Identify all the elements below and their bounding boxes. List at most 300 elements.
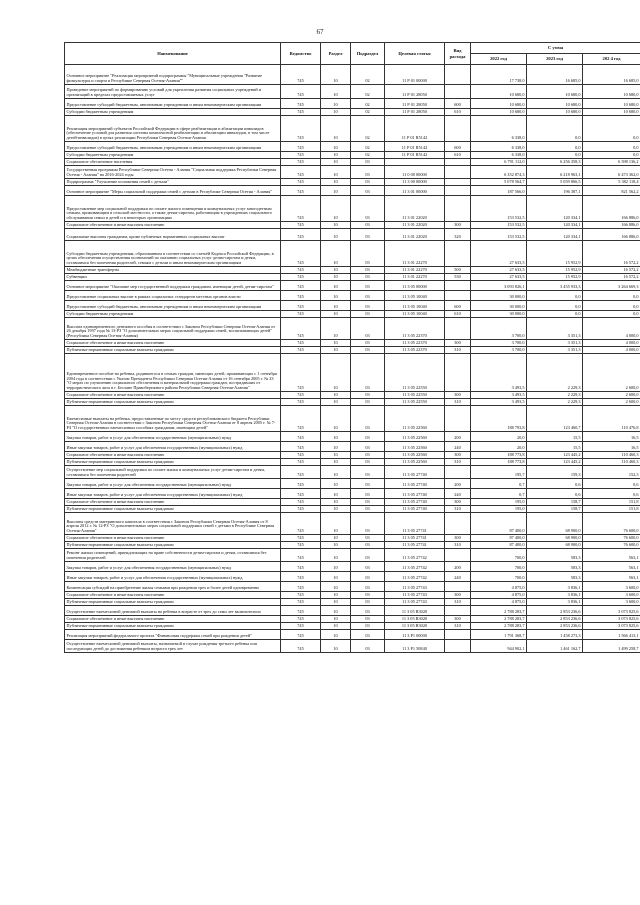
cell-ministry: 745 xyxy=(281,599,321,606)
cell-section: 10 xyxy=(321,562,351,572)
cell-expense-type xyxy=(445,513,471,535)
cell-ministry: 745 xyxy=(281,606,321,616)
cell-name: Основное мероприятие "Оказание мер государственной поддержки гражданам, имеющим детей, детям-сиротам" xyxy=(65,281,281,291)
cell-2022: 4 875,0 xyxy=(471,592,527,599)
cell-name: Выплаты средств материнского капитала в соответствии с Законом Республики Северная Осетия-Алания от 8 апреля 2012 г. № 12-РЗ "О дополнительных мерах социальной поддержки семей с детьми в Республике Северная Осетия-Алания" xyxy=(65,513,281,535)
cell-2024: 151,8 xyxy=(583,499,640,506)
cell-2023: 0,6 xyxy=(527,489,583,499)
cell-2024: 0,0 xyxy=(583,152,640,159)
cell-ministry: 745 xyxy=(281,459,321,466)
cell-target-article: 11 3 05 27742 xyxy=(385,572,445,582)
cell-2023: 5 059 866,5 xyxy=(527,179,583,186)
header-ministry: Ведомство xyxy=(281,43,321,65)
cell-2024: 4 000,0 xyxy=(583,347,640,354)
cell-2024: 2 600,0 xyxy=(583,392,640,399)
cell-2024: 2 600,0 xyxy=(583,399,640,406)
cell-section: 10 xyxy=(321,499,351,506)
table-row xyxy=(65,222,640,229)
cell-expense-type: 300 xyxy=(445,616,471,623)
cell-2024: 0,0 xyxy=(583,291,640,301)
cell-subsection: 03 xyxy=(351,606,385,616)
cell-target-article: 11 3 05 10040 xyxy=(385,301,445,311)
cell-section: 10 xyxy=(321,274,351,281)
cell-name: Публичные нормативные социальные выплаты гражданам xyxy=(65,542,281,549)
cell-subsection: 03 xyxy=(351,592,385,599)
cell-target-article: 11 3 05 22560 xyxy=(385,432,445,442)
cell-subsection: 02 xyxy=(351,142,385,152)
cell-expense-type xyxy=(445,159,471,166)
cell-target-article: 11 3 00 00000 xyxy=(385,179,445,186)
cell-target-article: 11 3 05 27742 xyxy=(385,562,445,572)
cell-2024: 4 000,0 xyxy=(583,340,640,347)
cell-subsection: 03 xyxy=(351,291,385,301)
cell-2023: 2 853 236,6 xyxy=(527,623,583,630)
cell-section: 10 xyxy=(321,109,351,116)
cell-2022: 6 791 112,0 xyxy=(471,159,527,166)
cell-target-article: 11 3 05 27740 xyxy=(385,506,445,513)
cell-expense-type xyxy=(445,630,471,640)
cell-2023: 123 460,7 xyxy=(527,406,583,432)
cell-2022: 944 902,1 xyxy=(471,640,527,653)
cell-target-article: 11 3 05 22370 xyxy=(385,347,445,354)
cell-2024: 10 680,0 xyxy=(583,85,640,99)
table-row xyxy=(65,152,640,159)
cell-subsection: 03 xyxy=(351,459,385,466)
cell-ministry: 745 xyxy=(281,179,321,186)
cell-target-article: 11 3 05 27741 xyxy=(385,535,445,542)
cell-target-article: 11 3 01 00000 xyxy=(385,186,445,196)
cell-subsection: 03 xyxy=(351,267,385,274)
cell-2024: 5 382 118,4 xyxy=(583,179,640,186)
cell-2023: 10 680,0 xyxy=(527,85,583,99)
cell-expense-type: 310 xyxy=(445,399,471,406)
cell-2024: 6 398 136,2 xyxy=(583,159,640,166)
cell-expense-type xyxy=(445,406,471,432)
cell-2024: 16 685,0 xyxy=(583,65,640,85)
cell-subsection: 02 xyxy=(351,99,385,109)
table-row xyxy=(65,159,640,166)
table-row xyxy=(65,506,640,513)
table-row xyxy=(65,340,640,347)
cell-name: Социальное обеспечение и иные выплаты населению xyxy=(65,452,281,459)
cell-target-article: 11 3 Р1 50840 xyxy=(385,640,445,653)
cell-target-article: 11 3 05 R3020 xyxy=(385,623,445,630)
cell-name: Проведение мероприятий по формированию условий для укрепления развития социальных учреждений и организаций в пределах предоставляемых услуг xyxy=(65,85,281,99)
cell-name: Социальное обеспечение и иные выплаты населению xyxy=(65,222,281,229)
cell-2023: 583,3 xyxy=(527,562,583,572)
cell-section: 10 xyxy=(321,85,351,99)
cell-section: 10 xyxy=(321,630,351,640)
header-target-article: Целевая статья xyxy=(385,43,445,65)
cell-ministry: 745 xyxy=(281,222,321,229)
cell-subsection: 03 xyxy=(351,318,385,340)
cell-2022: 700,0 xyxy=(471,562,527,572)
cell-2022: 153 532,5 xyxy=(471,196,527,222)
table-row xyxy=(65,535,640,542)
table-row xyxy=(65,99,640,109)
cell-subsection: 03 xyxy=(351,347,385,354)
cell-section: 10 xyxy=(321,599,351,606)
cell-target-article: 11 3 05 22370 xyxy=(385,340,445,347)
header-section: Раздел xyxy=(321,43,351,65)
cell-expense-type: 310 xyxy=(445,623,471,630)
cell-2023: 2 853 236,6 xyxy=(527,606,583,616)
cell-target-article: 11 3 01 22020 xyxy=(385,229,445,241)
cell-2022: 87 400,0 xyxy=(471,513,527,535)
cell-name: Межбюджетные трансферты xyxy=(65,267,281,274)
cell-target-article: 11 3 05 27740 xyxy=(385,479,445,489)
table-row xyxy=(65,392,640,399)
cell-2023: 0,0 xyxy=(527,311,583,318)
cell-name: Закупка товаров, работ и услуг для обеспечения государственных (муниципальных) нужд xyxy=(65,562,281,572)
cell-2022: 3 093 826,1 xyxy=(471,281,527,291)
cell-2024: 76 600,0 xyxy=(583,542,640,549)
cell-section: 10 xyxy=(321,159,351,166)
table-row xyxy=(65,599,640,606)
cell-2022: 87 400,0 xyxy=(471,535,527,542)
cell-subsection: 03 xyxy=(351,640,385,653)
cell-subsection: 03 xyxy=(351,241,385,267)
cell-expense-type xyxy=(445,318,471,340)
cell-section: 10 xyxy=(321,152,351,159)
cell-expense-type: 240 xyxy=(445,572,471,582)
cell-subsection: 03 xyxy=(351,301,385,311)
cell-ministry: 745 xyxy=(281,281,321,291)
cell-2024: 3 600,0 xyxy=(583,582,640,592)
cell-ministry: 745 xyxy=(281,535,321,542)
table-row xyxy=(65,452,640,459)
cell-name: Социальное обеспечение и иные выплаты населению xyxy=(65,499,281,506)
cell-name: Публичные нормативные социальные выплаты гражданам xyxy=(65,399,281,406)
cell-name: Единовременное пособие на ребенка, родившегося в семьях граждан, имеющих детей, проживающих с 1 сентября 2004 года в соответствии с Указом Президента Республики Северная Осетия-Алания от 16 сентября 2005 г. № 23 "О мерах по улучшению социального обеспечения и материальной поддержки граждан, пострадавших от террористического акта в г. Беслане Правобережного района Республики Северная Осетия-Алания" xyxy=(65,354,281,392)
cell-ministry: 745 xyxy=(281,466,321,479)
cell-expense-type xyxy=(445,281,471,291)
cell-ministry: 745 xyxy=(281,630,321,640)
cell-name: Социальное обеспечение населения xyxy=(65,159,281,166)
cell-2023: 6 218 963,1 xyxy=(527,166,583,179)
table-row xyxy=(65,442,640,452)
cell-ministry: 745 xyxy=(281,452,321,459)
cell-ministry: 745 xyxy=(281,442,321,452)
cell-2022: 195,7 xyxy=(471,466,527,479)
cell-expense-type: 600 xyxy=(445,301,471,311)
cell-2022: 30 000,0 xyxy=(471,291,527,301)
cell-expense-type: 500 xyxy=(445,267,471,274)
cell-section: 10 xyxy=(321,318,351,340)
cell-2022: 27 633,5 xyxy=(471,241,527,267)
cell-target-article: 11 Р 01 R5142 xyxy=(385,152,445,159)
cell-2022: 6 338,0 xyxy=(471,152,527,159)
cell-subsection: 03 xyxy=(351,222,385,229)
cell-2024: 16 572,2 xyxy=(583,241,640,267)
cell-2022: 195,0 xyxy=(471,506,527,513)
cell-name: Реализация мероприятий федерального проекта "Финансовая поддержка семей при рождении детей" xyxy=(65,630,281,640)
table-row xyxy=(65,499,640,506)
cell-subsection: 02 xyxy=(351,109,385,116)
cell-2024: 1 566 413,1 xyxy=(583,630,640,640)
cell-expense-type: 300 xyxy=(445,452,471,459)
cell-name: Ежемесячные выплаты на ребенка, предоставленные по месту средств республиканского бюджета Республики Северная Осетия-Алания в соответствии с Законом Республики Северная Осетия-Алания от 8 апреля 2005 г. № 7-РЗ "О государственных ежемесячных пособиях гражданам, имеющим детей" xyxy=(65,406,281,432)
cell-name: Иные закупки товаров, работ и услуг для обеспечения государственных (муниципальных) нужд xyxy=(65,572,281,582)
cell-target-article: 11 3 05 27743 xyxy=(385,582,445,592)
table-row xyxy=(65,281,640,291)
cell-target-article: 11 3 05 R3020 xyxy=(385,606,445,616)
cell-ministry: 745 xyxy=(281,85,321,99)
cell-2022: 3 700,0 xyxy=(471,318,527,340)
cell-section: 10 xyxy=(321,166,351,179)
cell-2023: 158,7 xyxy=(527,506,583,513)
table-row xyxy=(65,592,640,599)
cell-2022: 2 788 283,7 xyxy=(471,623,527,630)
cell-name: Основное мероприятие "Меры социальной поддержки семей с детьми в Республике Северная Осетия - Алания" xyxy=(65,186,281,196)
cell-name: Публичные нормативные социальные выплаты гражданам xyxy=(65,347,281,354)
cell-section: 10 xyxy=(321,513,351,535)
cell-expense-type: 530 xyxy=(445,274,471,281)
table-row xyxy=(65,311,640,318)
cell-target-article: 11 Р 01 R5142 xyxy=(385,116,445,142)
header-amount: С умма xyxy=(471,43,640,54)
cell-expense-type xyxy=(445,606,471,616)
cell-2024: 1 499 258,7 xyxy=(583,640,640,653)
cell-section: 10 xyxy=(321,549,351,562)
cell-expense-type: 300 xyxy=(445,222,471,229)
cell-ministry: 745 xyxy=(281,499,321,506)
cell-subsection: 03 xyxy=(351,186,385,196)
cell-section: 10 xyxy=(321,267,351,274)
cell-2022: 3 493,5 xyxy=(471,392,527,399)
cell-2023: 0,0 xyxy=(527,142,583,152)
cell-2023: 1 461 162,7 xyxy=(527,640,583,653)
cell-target-article: 11 3 Р1 00000 xyxy=(385,630,445,640)
cell-expense-type xyxy=(445,549,471,562)
table-row xyxy=(65,179,640,186)
cell-2023: 0,0 xyxy=(527,116,583,142)
cell-section: 10 xyxy=(321,340,351,347)
cell-ministry: 745 xyxy=(281,301,321,311)
cell-name: Предоставление социальных выплат в рамках социальных стандартов местных органов власти xyxy=(65,291,281,301)
cell-ministry: 745 xyxy=(281,229,321,241)
cell-subsection: 03 xyxy=(351,582,385,592)
cell-2022: 6 338,0 xyxy=(471,142,527,152)
cell-2023: 120 334,1 xyxy=(527,222,583,229)
cell-2023: 15 952,9 xyxy=(527,267,583,274)
cell-target-article: 11 3 05 27743 xyxy=(385,599,445,606)
cell-section: 10 xyxy=(321,347,351,354)
table-row xyxy=(65,301,640,311)
cell-name: Социальное обеспечение и иные выплаты населению xyxy=(65,392,281,399)
cell-2024: 3 600,0 xyxy=(583,599,640,606)
cell-target-article: 11 Р 01 28050 xyxy=(385,109,445,116)
cell-expense-type xyxy=(445,166,471,179)
cell-name: Подпрограмма "Улучшение положения семей с детьми" xyxy=(65,179,281,186)
cell-2022: 1 791 368,7 xyxy=(471,630,527,640)
cell-target-article: 11 Р 01 28050 xyxy=(385,99,445,109)
table-row xyxy=(65,406,640,432)
cell-name: Публичные нормативные социальные выплаты гражданам xyxy=(65,599,281,606)
cell-2022: 2 788 283,7 xyxy=(471,606,527,616)
cell-2024: 110 476,8 xyxy=(583,406,640,432)
cell-ministry: 745 xyxy=(281,65,321,85)
cell-expense-type: 300 xyxy=(445,592,471,599)
cell-target-article: 11 3 05 10040 xyxy=(385,291,445,301)
cell-2024: 110 460,3 xyxy=(583,452,640,459)
cell-expense-type: 300 xyxy=(445,499,471,506)
cell-ministry: 745 xyxy=(281,196,321,222)
cell-expense-type: 200 xyxy=(445,479,471,489)
cell-2023: 16 685,0 xyxy=(527,65,583,85)
cell-2024: 152,3 xyxy=(583,466,640,479)
cell-name: Реализация мероприятий субъектов Российской Федерации в сфере реабилитации и абилитации инвалидов (обеспечение условий для развития системы комплексной реабилитации и абилитации инвалидов, в том числе детей-инвалидов) в целях реализации Республики Северная Осетия-Алания xyxy=(65,116,281,142)
cell-expense-type xyxy=(445,291,471,301)
cell-subsection: 03 xyxy=(351,506,385,513)
cell-2022: 10 680,0 xyxy=(471,85,527,99)
cell-2024: 4 000,0 xyxy=(583,318,640,340)
cell-ministry: 745 xyxy=(281,432,321,442)
cell-2022: 87 400,0 xyxy=(471,542,527,549)
cell-subsection: 03 xyxy=(351,196,385,222)
cell-2024: 16 572,2 xyxy=(583,274,640,281)
cell-2024: 563,1 xyxy=(583,562,640,572)
cell-2022: 3 493,5 xyxy=(471,354,527,392)
cell-2023: 196 387,1 xyxy=(527,186,583,196)
cell-expense-type: 240 xyxy=(445,489,471,499)
cell-ministry: 745 xyxy=(281,291,321,301)
cell-2024: 151,8 xyxy=(583,506,640,513)
cell-name: Ремонт жилых помещений, принадлежащих на праве собственности детям-сиротам и детям, оставшимся без попечения родителей xyxy=(65,549,281,562)
cell-2023: 2 229,3 xyxy=(527,392,583,399)
cell-2023: 0,0 xyxy=(527,291,583,301)
cell-ministry: 745 xyxy=(281,479,321,489)
cell-2023: 68 900,0 xyxy=(527,542,583,549)
cell-subsection: 03 xyxy=(351,340,385,347)
cell-ministry: 745 xyxy=(281,542,321,549)
table-row xyxy=(65,549,640,562)
cell-2022: 10 680,0 xyxy=(471,99,527,109)
cell-2023: 583,3 xyxy=(527,572,583,582)
cell-name: Основное мероприятие "Реализация мероприятий подпрограммы "Муниципальные учреждения "Развитие физкультуры и спорта в Республике Северная Осетия-Алания"" xyxy=(65,65,281,85)
cell-expense-type xyxy=(445,466,471,479)
cell-2022: 5 078 564,7 xyxy=(471,179,527,186)
cell-ministry: 745 xyxy=(281,116,321,142)
cell-2024: 10 680,0 xyxy=(583,109,640,116)
cell-2023: 583,3 xyxy=(527,549,583,562)
cell-ministry: 745 xyxy=(281,241,321,267)
cell-2024: 110 460,3 xyxy=(583,459,640,466)
cell-ministry: 745 xyxy=(281,186,321,196)
table-row xyxy=(65,562,640,572)
cell-target-article: 11 3 05 R3020 xyxy=(385,616,445,623)
cell-2023: 3 455 933,3 xyxy=(527,281,583,291)
cell-2024: 3 600,0 xyxy=(583,592,640,599)
cell-section: 10 xyxy=(321,179,351,186)
cell-expense-type: 600 xyxy=(445,99,471,109)
cell-target-article: 11 3 05 22550 xyxy=(385,399,445,406)
cell-name: Публичные нормативные социальные выплаты гражданам xyxy=(65,623,281,630)
cell-expense-type: 310 xyxy=(445,506,471,513)
cell-2023: 68 900,0 xyxy=(527,513,583,535)
cell-subsection: 03 xyxy=(351,166,385,179)
table-row xyxy=(65,432,640,442)
table-row xyxy=(65,489,640,499)
table-row xyxy=(65,466,640,479)
cell-name: Предоставление мер социальной поддержки по оплате жилого помещения и коммунальных услуг многодетным семьям, проживающим в сельской местности, а также детям-сиротам, работающим в учреждениях социального обслуживания семьи и детей и в некоторых организациях xyxy=(65,196,281,222)
cell-expense-type xyxy=(445,640,471,653)
cell-ministry: 745 xyxy=(281,159,321,166)
cell-target-article: 11 3 05 22560 xyxy=(385,406,445,432)
cell-ministry: 745 xyxy=(281,340,321,347)
cell-subsection: 03 xyxy=(351,630,385,640)
cell-2024: 3 073 825,6 xyxy=(583,616,640,623)
cell-target-article: 11 Р 01 28050 xyxy=(385,85,445,99)
cell-2024: 10 680,0 xyxy=(583,99,640,109)
cell-name: Закупка товаров, работ и услуг для обеспечения государственных (муниципальных) нужд xyxy=(65,479,281,489)
cell-2024: 166 886,0 xyxy=(583,222,640,229)
cell-ministry: 745 xyxy=(281,582,321,592)
cell-2024: 6 473 362,0 xyxy=(583,166,640,179)
cell-2024: 16,5 xyxy=(583,442,640,452)
cell-2022: 2 788 283,7 xyxy=(471,616,527,623)
cell-ministry: 745 xyxy=(281,274,321,281)
cell-target-article: 11 3 05 22370 xyxy=(385,318,445,340)
cell-subsection: 03 xyxy=(351,599,385,606)
table-row xyxy=(65,267,640,274)
cell-2022: 195,0 xyxy=(471,499,527,506)
cell-2023: 0,0 xyxy=(527,301,583,311)
cell-name: Иные закупки товаров, работ и услуг для обеспечения государственных (муниципальных) нужд xyxy=(65,489,281,499)
cell-target-article: 11 3 05 22550 xyxy=(385,392,445,399)
cell-expense-type xyxy=(445,196,471,222)
cell-2023: 10 680,0 xyxy=(527,99,583,109)
cell-section: 10 xyxy=(321,186,351,196)
header-subsection: Подраздел xyxy=(351,43,385,65)
cell-expense-type: 300 xyxy=(445,392,471,399)
cell-subsection: 03 xyxy=(351,281,385,291)
cell-name: Социальное обеспечение и иные выплаты населению xyxy=(65,616,281,623)
cell-target-article: 11 3 05 22560 xyxy=(385,442,445,452)
cell-section: 10 xyxy=(321,640,351,653)
cell-ministry: 745 xyxy=(281,399,321,406)
cell-name: Государственная программа Республики Северная Осетия - Алания "Социальная поддержка Республики Северная Осетия - Алания" на 2016-2024 годы xyxy=(65,166,281,179)
cell-2022: 3 493,5 xyxy=(471,399,527,406)
cell-name: Предоставление субсидий бюджетным, автономным учреждениям и иным некоммерческим организациям xyxy=(65,301,281,311)
cell-expense-type xyxy=(445,116,471,142)
cell-subsection: 02 xyxy=(351,65,385,85)
cell-ministry: 745 xyxy=(281,318,321,340)
table-row xyxy=(65,399,640,406)
cell-2023: 3 836,1 xyxy=(527,599,583,606)
cell-target-article: 11 3 05 22560 xyxy=(385,459,445,466)
table-row xyxy=(65,142,640,152)
table-row xyxy=(65,109,640,116)
cell-name: Публичные нормативные социальные выплаты гражданам xyxy=(65,459,281,466)
cell-target-article: 11 3 05 27742 xyxy=(385,549,445,562)
cell-subsection: 03 xyxy=(351,274,385,281)
cell-expense-type: 610 xyxy=(445,311,471,318)
cell-ministry: 745 xyxy=(281,347,321,354)
cell-2022: 3 700,0 xyxy=(471,340,527,347)
cell-ministry: 745 xyxy=(281,311,321,318)
cell-2023: 2 229,3 xyxy=(527,354,583,392)
cell-2024: 563,1 xyxy=(583,572,640,582)
cell-name: Осуществление ежемесячной денежной выплаты на ребенка в возрасте от трех до семи лет включительно xyxy=(65,606,281,616)
cell-2023: 15 952,9 xyxy=(527,241,583,267)
cell-subsection: 03 xyxy=(351,572,385,582)
cell-ministry: 745 xyxy=(281,109,321,116)
cell-subsection: 03 xyxy=(351,535,385,542)
cell-subsection: 03 xyxy=(351,159,385,166)
table-row xyxy=(65,65,640,85)
cell-2022: 187 566,0 xyxy=(471,186,527,196)
